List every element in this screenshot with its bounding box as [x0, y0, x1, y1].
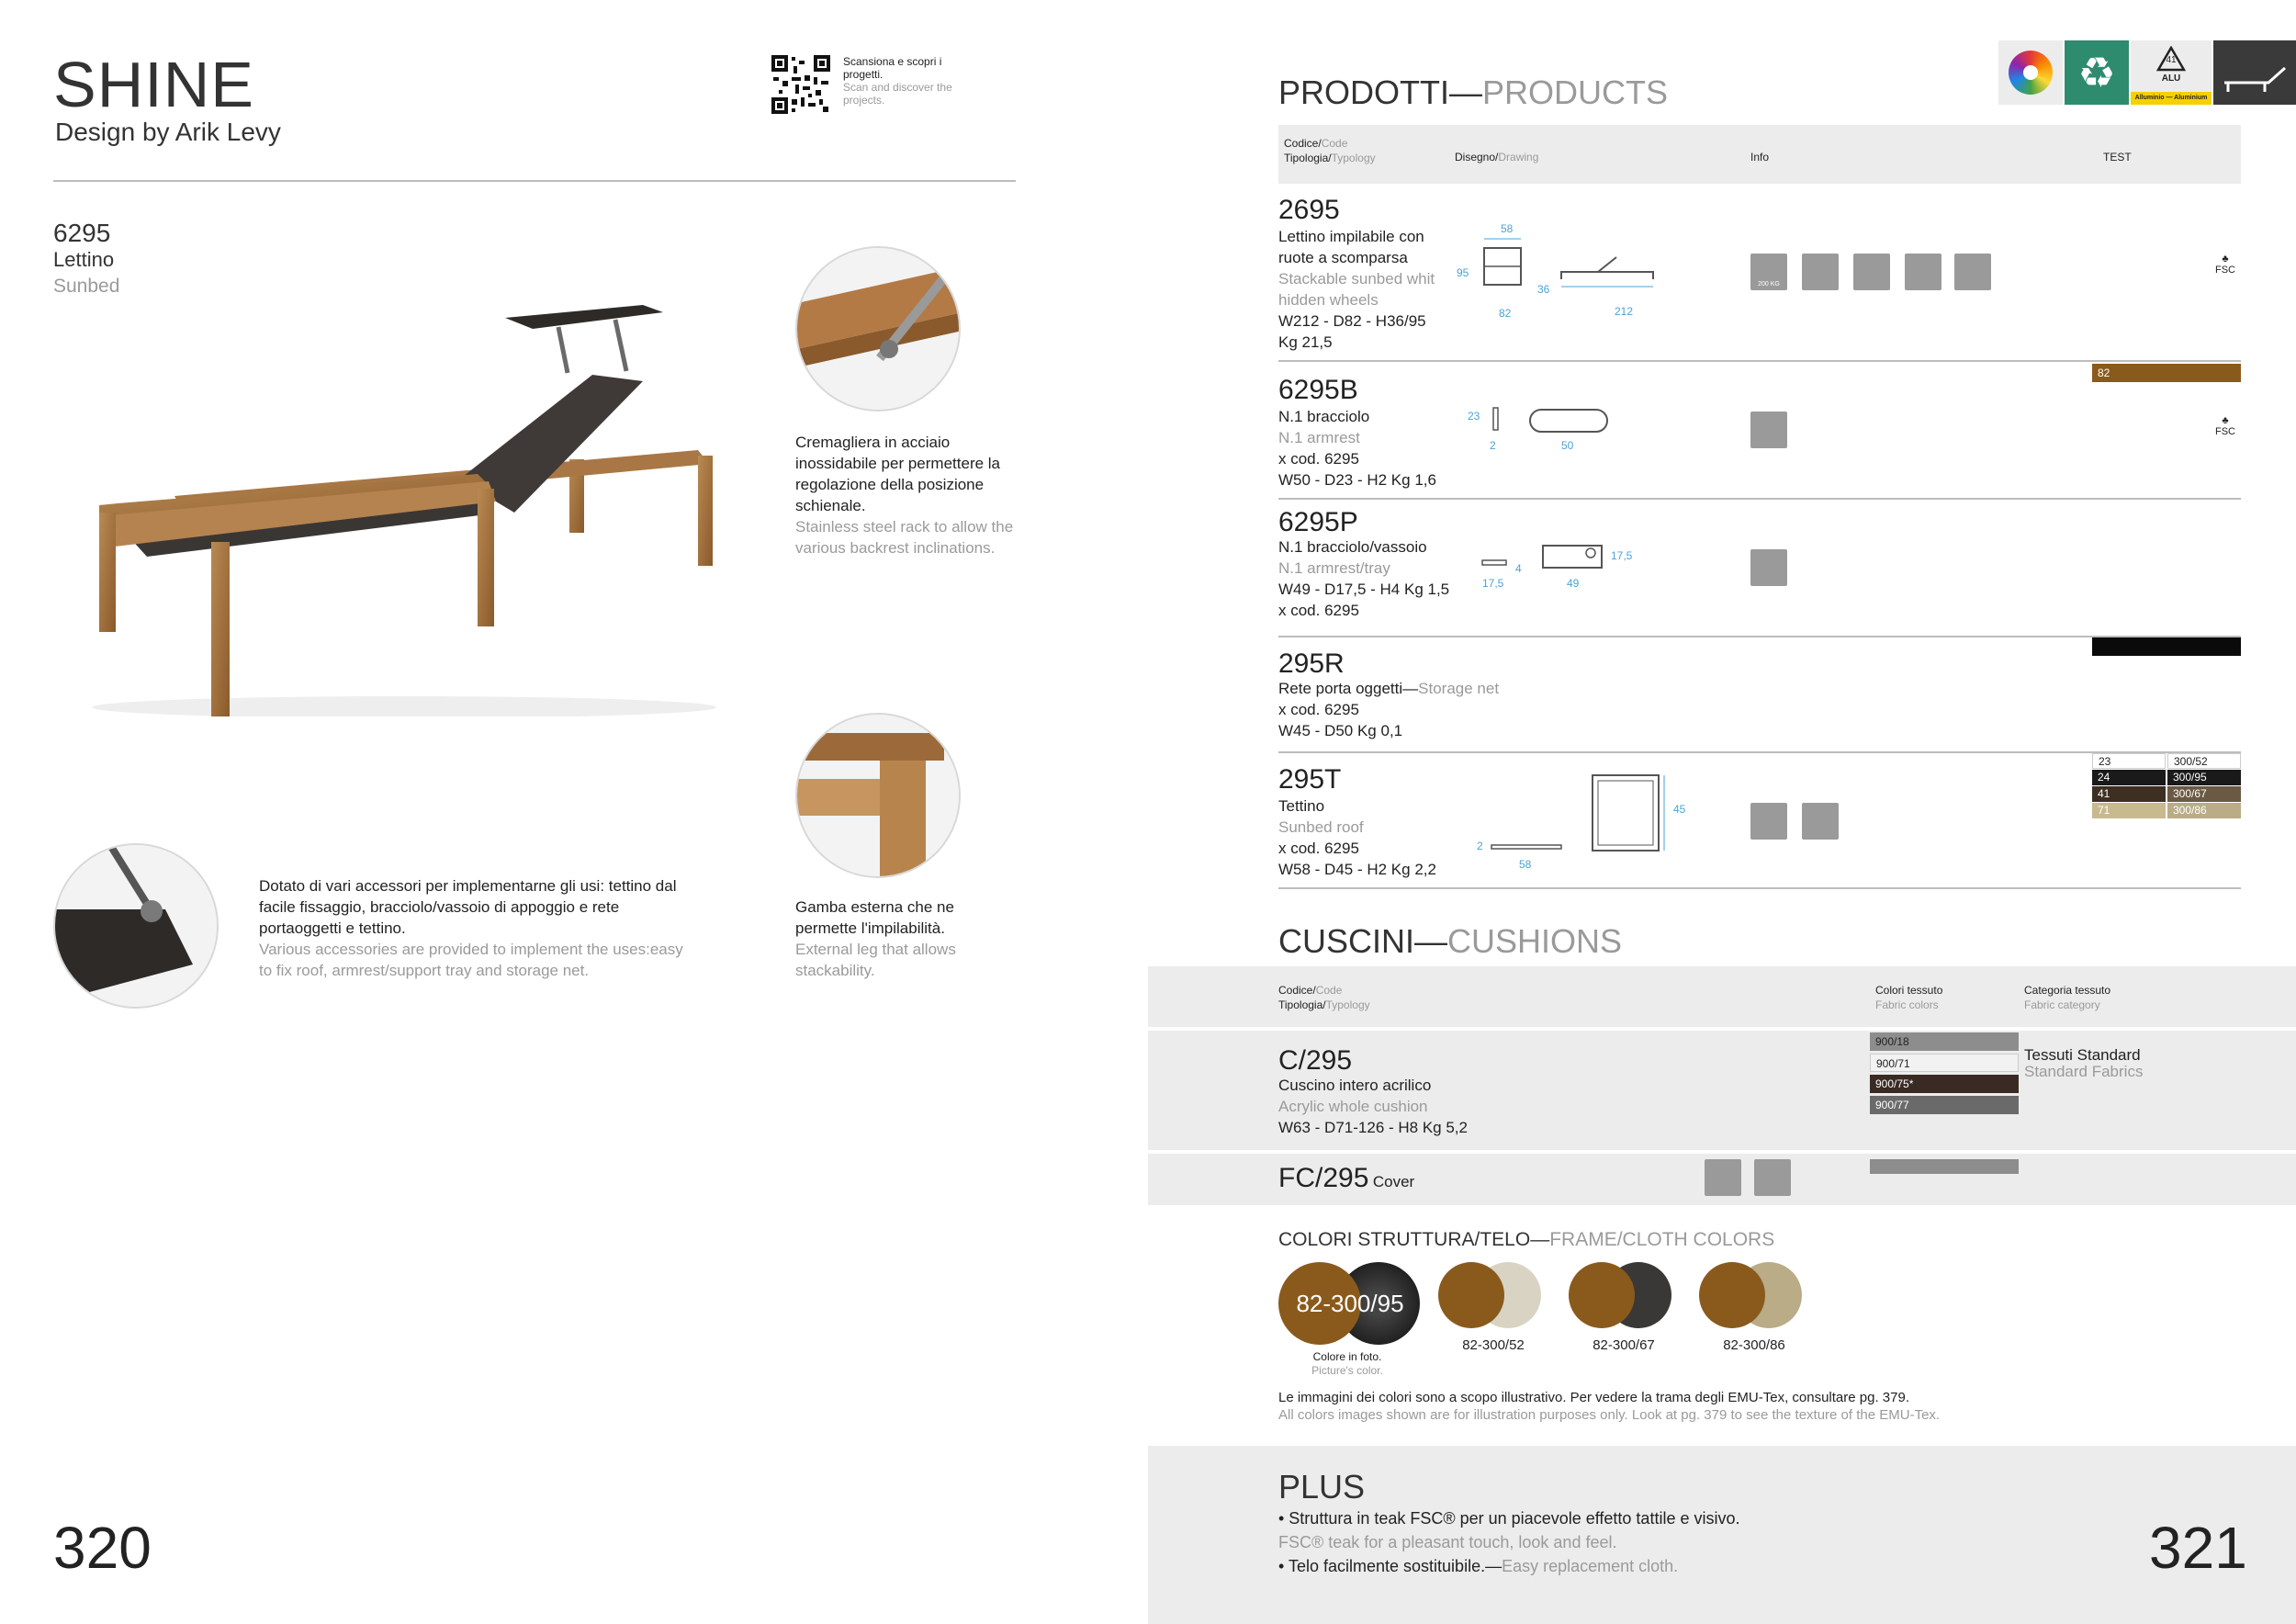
title-divider: [53, 180, 1016, 182]
swatch-82-300-67: [1569, 1262, 1679, 1336]
products-header: Codice/Code Tipologia/Typology Disegno/Drawing Info TEST: [1278, 125, 2241, 184]
swatch-82-300-52: [1438, 1262, 1548, 1336]
cleaning-icon: [1705, 1159, 1741, 1196]
weather-icon: [1802, 254, 1839, 290]
weather-icon: [1750, 803, 1787, 840]
detail-roof-photo: [53, 843, 219, 1009]
swatch-main: 82-300/95: [1278, 1262, 1422, 1348]
color-wheel-icon: [1998, 40, 2063, 105]
roof-icon: [1802, 803, 1839, 840]
product-code: 295T: [1278, 764, 1342, 795]
item-name-it: Lettino: [53, 248, 115, 271]
cushions-title: CUSCINI—CUSHIONS: [1278, 922, 1623, 960]
weather-icon: [1754, 1159, 1791, 1196]
color-bar-82: 82: [2092, 364, 2241, 382]
detail-accessories-text: Dotato di vari accessori per implementarne gli usi: tettino dal facile fissaggio, bracciolo/vassoio di appoggio e rete portaoggetti e tettino. Various accessories are provided to implement the uses:easy to fix roof, armrest/support tray and storage net.: [259, 877, 683, 979]
detail-leg-text: Gamba esterna che ne permette l'impilabilità. External leg that allows stackability.: [795, 898, 956, 979]
swatch-82-300-86: [1699, 1262, 1809, 1336]
cushions-header: Codice/Code Tipologia/Typology Colori tessuto Fabric colors Categoria tessuto Fabric category: [1148, 966, 2296, 1027]
cover-code: FC/295 Cover: [1278, 1163, 1415, 1193]
collection-title: SHINE: [53, 49, 254, 120]
item-code: 6295: [53, 219, 111, 247]
fsc-icon: ♣ FSC: [2215, 254, 2235, 276]
detail-leg-photo: [795, 713, 961, 878]
page-number-left: 320: [53, 1515, 152, 1581]
designer-subtitle: Design by Arik Levy: [55, 118, 281, 146]
colors-title: COLORI STRUTTURA/TELO—FRAME/CLOTH COLORS: [1278, 1229, 1775, 1250]
sunbed-icon: [2213, 40, 2296, 105]
drawing-295T: 45 2 58: [1469, 768, 1690, 878]
products-title: PRODOTTI—PRODUCTS: [1278, 73, 1669, 111]
weather-icon: [1750, 549, 1787, 586]
recycle-icon: ♻: [2065, 40, 2129, 105]
cushion-code: C/295: [1278, 1045, 1353, 1076]
page-number-right: 321: [2149, 1515, 2247, 1581]
qr-caption: Scansiona e scopri i progetti. Scan and discover the projects.: [843, 55, 952, 107]
detail-rack-photo: [795, 246, 961, 412]
product-code: 2695: [1278, 195, 1340, 225]
product-code: 295R: [1278, 648, 1345, 679]
drawing-2695: 58 95 36 82 212: [1451, 222, 1690, 314]
stackable-icon: [1853, 254, 1890, 290]
drawing-6295B: 23 2 50: [1460, 402, 1626, 457]
sunbed-photo: [55, 276, 753, 716]
qr-code[interactable]: [771, 55, 830, 114]
product-code: 6295P: [1278, 507, 1358, 537]
color-bar-black: [2092, 637, 2241, 656]
drawing-6295P: 4 17,5 49 17,5: [1479, 542, 1644, 597]
sunbed-recline-icon: [1905, 254, 1941, 290]
weight-capacity-icon: 200 KG: [1750, 254, 1787, 290]
product-code: 6295B: [1278, 375, 1358, 405]
cleaning-icon: [1954, 254, 1991, 290]
aluminium-badge: 41 ALU Alluminio — Aluminium: [2131, 40, 2212, 105]
plus-title: PLUS: [1278, 1468, 1366, 1506]
fsc-icon: ♣ FSC: [2215, 415, 2235, 437]
item-name-en: Sunbed: [53, 276, 120, 297]
cover-color-bar: [1870, 1159, 2019, 1174]
detail-rack-text: Cremagliera in acciaio inossidabile per permettere la regolazione della posizione schienale. Stainless steel rack to allow the various backrest inclinations.: [795, 434, 1014, 557]
weather-icon: [1750, 412, 1787, 448]
